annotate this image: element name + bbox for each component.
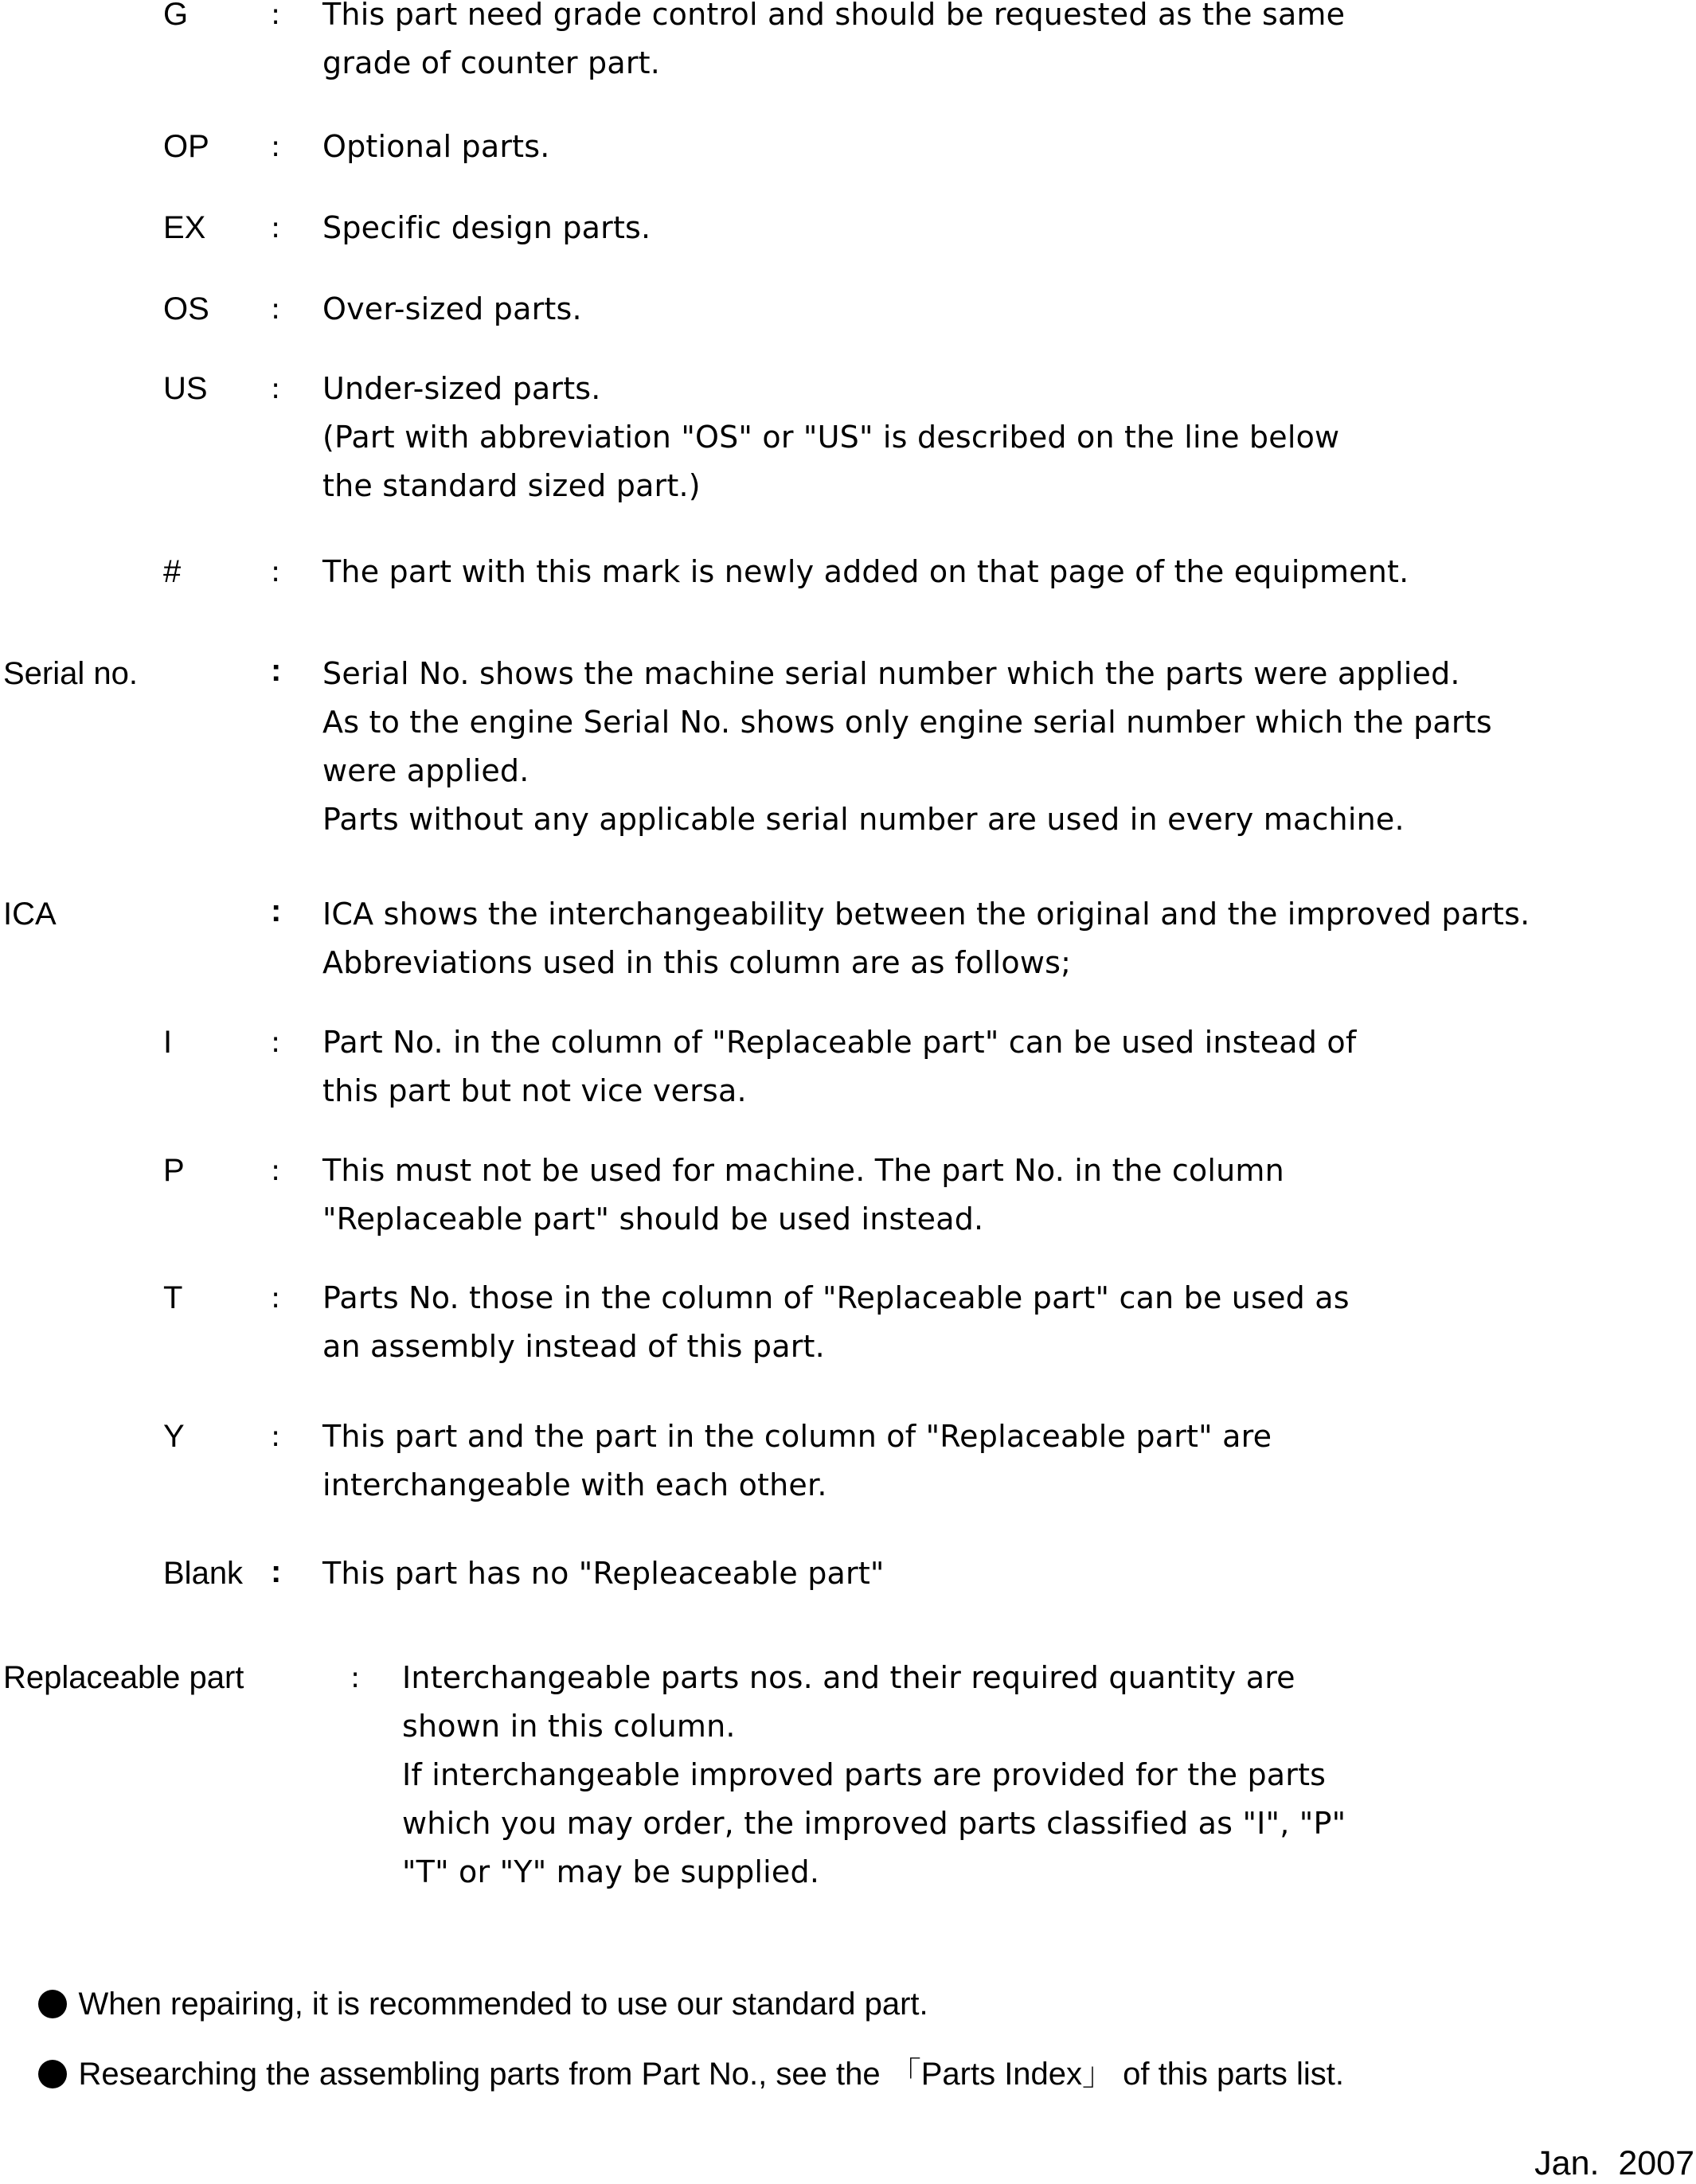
desc-line: Optional parts. (322, 129, 550, 164)
abbr-new-mark: # (163, 554, 182, 589)
desc-line: ICA shows the interchangeability between the original and the improved parts. (322, 897, 1530, 932)
colon: : (271, 373, 281, 405)
abbr-op: OP (163, 129, 209, 164)
desc-line: If interchangeable improved parts are provided for the parts (402, 1757, 1327, 1792)
desc-ica (322, 890, 1565, 987)
desc-line: Serial No. shows the machine serial number which the parts were applied. (322, 656, 1460, 691)
colon: : (271, 293, 281, 326)
desc-line: Interchangeable parts nos. and their required quantity are (402, 1660, 1295, 1695)
desc-line: grade of counter part. (322, 45, 661, 80)
abbr-ica-t: T (163, 1280, 183, 1315)
desc-line: Over-sized parts. (322, 291, 582, 326)
desc-ica-t (322, 1274, 1565, 1371)
desc-line: Parts No. those in the column of "Replaceable part" can be used as (322, 1280, 1350, 1315)
abbr-ica-i: I (163, 1025, 173, 1060)
date-footer: Jan. 2007 (1534, 2144, 1694, 2182)
desc-new-mark (322, 548, 1565, 596)
desc-ex (322, 204, 1565, 252)
desc-line: which you may order, the improved parts classified as "I", "P" (402, 1806, 1346, 1841)
desc-ica-y (322, 1412, 1565, 1510)
colon: : (271, 893, 282, 928)
section-label-ica: ICA (3, 897, 57, 932)
desc-line: The part with this mark is newly added on that page of the equipment. (322, 554, 1409, 589)
desc-ica-i (322, 1018, 1565, 1115)
colon: : (271, 1026, 281, 1059)
colon: : (271, 0, 281, 31)
colon: : (271, 556, 281, 588)
abbr-us: US (163, 371, 208, 406)
note-text: When repairing, it is recommended to use our standard part. (78, 1987, 928, 2022)
abbr-ica-p: P (163, 1153, 185, 1188)
desc-op (322, 123, 1565, 171)
desc-line: "Replaceable part" should be used instead. (322, 1201, 984, 1237)
colon: : (271, 1554, 282, 1589)
desc-os (322, 285, 1565, 334)
desc-serial (322, 650, 1565, 844)
colon: : (271, 653, 282, 688)
desc-replaceable (402, 1654, 1644, 1897)
note-text: Researching the assembling parts from Part No., see the 「Parts Index」 of this parts list. (78, 2057, 1345, 2092)
desc-line: This must not be used for machine. The part No. in the column (322, 1153, 1284, 1188)
abbr-ex: EX (163, 210, 206, 245)
desc-line: this part but not vice versa. (322, 1073, 747, 1108)
desc-line: This part need grade control and should be requested as the same (322, 0, 1346, 32)
abbr-ica-y: Y (163, 1419, 185, 1454)
desc-line: Specific design parts. (322, 210, 651, 245)
desc-line: the standard sized part.) (322, 468, 701, 503)
desc-line: As to the engine Serial No. shows only engine serial number which the parts (322, 705, 1492, 740)
desc-line: were applied. (322, 753, 530, 788)
colon: : (271, 1420, 281, 1453)
colon: : (271, 1282, 281, 1315)
abbr-os: OS (163, 291, 209, 326)
desc-line: (Part with abbreviation "OS" or "US" is described on the line below (322, 420, 1340, 455)
desc-line: Part No. in the column of "Replaceable part" can be used instead of (322, 1025, 1357, 1060)
abbr-g: G (163, 0, 189, 32)
section-label-replaceable: Replaceable part (3, 1660, 244, 1695)
desc-line: This part has no "Repleaceable part" (322, 1556, 885, 1591)
desc-line: Parts without any applicable serial number are used in every machine. (322, 802, 1405, 837)
colon: : (271, 131, 281, 163)
abbr-ica-blank: Blank (163, 1556, 244, 1591)
colon: : (350, 1662, 361, 1694)
note-parts-index (3, 2002, 1344, 2147)
desc-ica-p (322, 1147, 1565, 1244)
desc-line: "T" or "Y" may be supplied. (402, 1854, 820, 1889)
desc-line: shown in this column. (402, 1709, 736, 1744)
section-label-serial: Serial no. (3, 656, 138, 691)
desc-ica-blank (322, 1549, 1565, 1598)
desc-us (322, 365, 1565, 510)
colon: : (271, 212, 281, 244)
desc-line: an assembly instead of this part. (322, 1329, 825, 1364)
desc-line: Abbreviations used in this column are as follows; (322, 945, 1072, 980)
desc-line: This part and the part in the column of "Replaceable part" are (322, 1419, 1272, 1454)
desc-line: Under-sized parts. (322, 371, 601, 406)
desc-g (322, 0, 1565, 88)
desc-line: interchangeable with each other. (322, 1467, 827, 1502)
bullet-icon (38, 2060, 67, 2088)
colon: : (271, 1155, 281, 1187)
